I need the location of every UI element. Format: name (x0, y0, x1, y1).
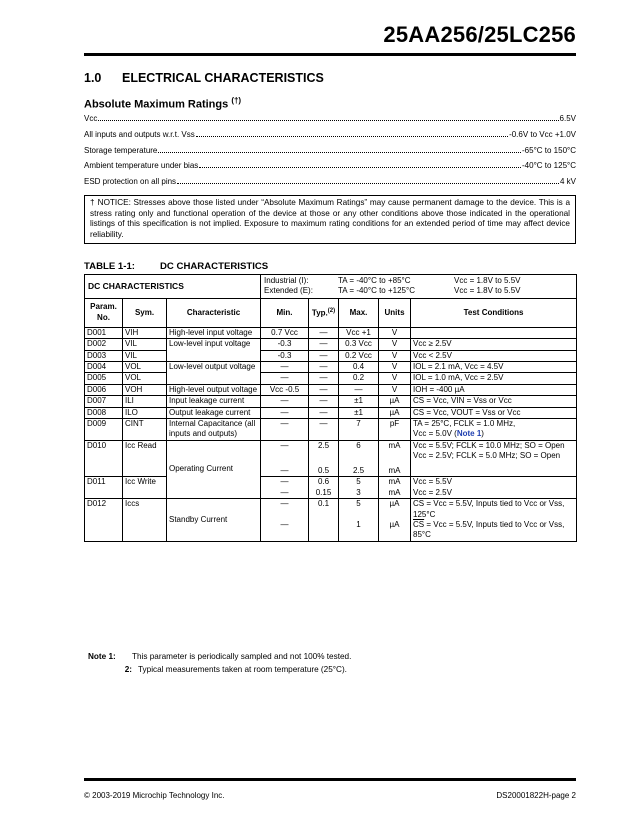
param-no: D003 (85, 350, 123, 361)
max-b: 2.5 (352, 465, 365, 475)
max-value: ±1 (339, 407, 379, 418)
max-b: 3 (356, 487, 361, 497)
min-a: — (280, 499, 289, 509)
table-row (85, 350, 577, 361)
typ-value: — (309, 327, 339, 338)
symbol: Icc Read (123, 440, 167, 476)
max-a: 5 (356, 477, 361, 487)
condition-temp: TA = -40°C to +85°C (338, 276, 411, 285)
symbol: ILI (123, 396, 167, 407)
min-value (261, 499, 309, 542)
rating-row (84, 130, 576, 146)
test-condition-b: Vcc = 2.5V (413, 487, 452, 497)
units: V (379, 339, 411, 350)
typ-value: — (309, 373, 339, 384)
param-no: D005 (85, 373, 123, 384)
characteristic: Low-level output voltage (167, 362, 261, 385)
rating-label: All inputs and outputs w.r.t. Vss (84, 129, 195, 139)
symbol: CINT (123, 419, 167, 441)
min-a: — (280, 440, 289, 450)
units: V (379, 373, 411, 384)
min-value: -0.3 (261, 350, 309, 361)
table-row (85, 327, 577, 338)
table-row (85, 407, 577, 418)
min-value: — (261, 419, 309, 441)
units-b: mA (388, 465, 401, 475)
table-number: TABLE 1-1: (84, 261, 135, 272)
param-no: D001 (85, 327, 123, 338)
min-b: — (280, 520, 289, 530)
test-conditions (411, 327, 577, 338)
typ-b: 0.5 (317, 465, 330, 475)
leader-dots (158, 152, 521, 153)
col-typ-label: Typ. (311, 308, 328, 318)
table-title: DC CHARACTERISTICS (160, 261, 269, 272)
test-conditions (411, 499, 577, 542)
min-value: 0.7 Vcc (261, 327, 309, 338)
test-conditions: Vcc < 2.5V (411, 350, 577, 361)
note-label: Note (88, 652, 107, 661)
leader-dots (177, 183, 559, 184)
typ-value (309, 499, 339, 542)
rating-row (84, 114, 576, 130)
section-number: 1.0 (84, 71, 102, 85)
min-a: — (280, 477, 289, 487)
min-value: — (261, 373, 309, 384)
test-condition-a (413, 499, 574, 520)
col-sym: Sym. (123, 298, 167, 327)
dagger-mark: (†) (231, 96, 242, 105)
leader-dots (199, 167, 521, 168)
typ-value: — (309, 339, 339, 350)
typ-value: — (309, 396, 339, 407)
condition-vcc: Vcc = 1.8V to 5.5V (454, 286, 521, 296)
test-conditions: IOL = 2.1 mA, Vcc = 4.5V (411, 362, 577, 373)
leader-dots (98, 120, 558, 121)
rating-row (84, 161, 576, 177)
rating-label: ESD protection on all pins (84, 177, 177, 187)
param-no: D011 (85, 477, 123, 499)
section-title: ELECTRICAL CHARACTERISTICS (122, 71, 324, 85)
units-a: mA (388, 477, 401, 487)
rating-value: -40°C to 125°C (522, 161, 576, 171)
section-heading (84, 71, 324, 85)
typ-value: — (309, 350, 339, 361)
symbol: VIL (123, 339, 167, 350)
param-no: D012 (85, 499, 123, 542)
symbol: Icc Write (123, 477, 167, 499)
test-conditions (411, 440, 577, 476)
header-rule (84, 53, 576, 56)
max-value: 7 (339, 419, 379, 441)
min-value (261, 477, 309, 499)
test-condition-b (413, 520, 574, 541)
characteristic: Operating Current (167, 440, 261, 498)
condition-line (264, 286, 573, 296)
characteristic: Standby Current (167, 499, 261, 542)
condition-line (264, 276, 573, 286)
note-number: 2: (124, 665, 132, 674)
table-row (85, 373, 577, 384)
typ-a: 2.5 (317, 440, 330, 450)
units: µA (379, 407, 411, 418)
test-conditions: Vcc ≥ 2.5V (411, 339, 577, 350)
units: V (379, 362, 411, 373)
symbol: VOH (123, 384, 167, 395)
max-value (339, 440, 379, 476)
typ-value (309, 477, 339, 499)
table-row (85, 396, 577, 407)
units: V (379, 327, 411, 338)
note-key (88, 650, 132, 663)
param-no: D006 (85, 384, 123, 395)
max-value (339, 499, 379, 542)
test-condition-text: ) (481, 429, 484, 439)
min-value: — (261, 362, 309, 373)
min-b: — (280, 465, 289, 475)
col-characteristic: Characteristic (167, 298, 261, 327)
rating-label: Vcc (84, 114, 98, 123)
operating-conditions (261, 275, 577, 299)
units: pF (379, 419, 411, 441)
typ-value: — (309, 419, 339, 441)
col-min: Min. (261, 298, 309, 327)
max-value (339, 477, 379, 499)
symbol: VIH (123, 327, 167, 338)
table-caption (84, 261, 268, 272)
min-value: Vcc -0.5 (261, 384, 309, 395)
test-condition-line (413, 429, 574, 439)
rating-value: 6.5V (559, 114, 576, 123)
max-value: 0.4 (339, 362, 379, 373)
symbol: Iccs (123, 499, 167, 542)
max-value: 0.2 Vcc (339, 350, 379, 361)
test-conditions (411, 407, 577, 418)
units-b: mA (388, 487, 401, 497)
note-row (88, 663, 351, 676)
cs-signal: $\overline{CS}$ (413, 519, 425, 529)
min-value: — (261, 407, 309, 418)
min-value (261, 440, 309, 476)
rating-row (84, 177, 576, 193)
note-text: Typical measurements taken at room temperature (25°C). (138, 665, 347, 674)
max-a: 6 (356, 440, 361, 450)
test-conditions (411, 419, 577, 441)
note-number: 1: (108, 652, 116, 661)
dc-characteristics-table (84, 274, 577, 542)
max-value: 0.3 Vcc (339, 339, 379, 350)
document-title: 25AA256/25LC256 (383, 22, 576, 47)
symbol: VOL (123, 373, 167, 384)
symbol: VOL (123, 362, 167, 373)
leader-dots (196, 136, 508, 137)
typ-a: 0.6 (317, 477, 330, 487)
units: V (379, 350, 411, 361)
typ-value (309, 440, 339, 476)
min-value: -0.3 (261, 339, 309, 350)
cs-signal: $\overline{CS}$ (413, 396, 425, 406)
col-param: Param. No. (85, 298, 123, 327)
note-ref: (2) (327, 308, 336, 315)
footer-copyright: © 2003-2019 Microchip Technology Inc. (84, 791, 225, 800)
test-condition-a: Vcc = 5.5V (413, 477, 452, 487)
table-row (85, 362, 577, 373)
condition-vcc: Vcc = 1.8V to 5.5V (454, 276, 521, 285)
condition-range: Industrial (I): (264, 276, 309, 285)
rating-value: -65°C to 150°C (522, 145, 576, 155)
max-value: Vcc +1 (339, 327, 379, 338)
characteristic: High-level input voltage (167, 327, 261, 338)
test-condition-text: = Vcc, VOUT = Vss or Vcc (424, 407, 521, 417)
col-max: Max. (339, 298, 379, 327)
characteristic: Input leakage current (167, 396, 261, 407)
max-value: ±1 (339, 396, 379, 407)
min-value: — (261, 396, 309, 407)
table-row (85, 419, 577, 441)
abs-max-title: Absolute Maximum Ratings (84, 98, 229, 111)
rating-value: -0.6V to Vcc +1.0V (509, 129, 576, 139)
symbol: VIL (123, 350, 167, 361)
cs-signal: $\overline{CS}$ (413, 407, 425, 417)
rating-value: 4 kV (559, 177, 576, 187)
table-header-title: DC CHARACTERISTICS (85, 275, 261, 299)
param-no: D008 (85, 407, 123, 418)
test-conditions: IOL = 1.0 mA, Vcc = 2.5V (411, 373, 577, 384)
test-condition-line: TA = 25°C, FCLK = 1.0 MHz, (413, 419, 516, 429)
table-row (85, 384, 577, 395)
units (379, 440, 411, 476)
abs-max-list (84, 114, 576, 193)
typ-a: 0.1 (317, 499, 330, 509)
cs-signal: $\overline{CS}$ (413, 499, 425, 509)
units-a: mA (388, 440, 401, 450)
param-no: D009 (85, 419, 123, 441)
col-units: Units (379, 298, 411, 327)
param-no: D010 (85, 440, 123, 476)
test-condition-text: Vcc = 5.0V ( (413, 429, 457, 439)
max-value: — (339, 384, 379, 395)
param-no: D007 (85, 396, 123, 407)
test-conditions: IOH = -400 µA (411, 384, 577, 395)
rating-row (84, 146, 576, 162)
condition-temp: TA = -40°C to +125°C (338, 286, 415, 296)
symbol: ILO (123, 407, 167, 418)
rating-label: Ambient temperature under bias (84, 161, 199, 171)
characteristic: High-level output voltage (167, 384, 261, 395)
max-value: 0.2 (339, 373, 379, 384)
typ-value: — (309, 407, 339, 418)
test-condition-text: = Vcc = 5.5V, Inputs tied to Vcc or Vss, 125°C (413, 499, 565, 519)
table-row (85, 477, 577, 499)
test-condition-a: Vcc = 5.5V; FCLK = 10.0 MHz; SO = Open (413, 440, 565, 450)
units-a: µA (389, 499, 400, 509)
table-row (85, 499, 577, 542)
table-row (85, 339, 577, 350)
table-condition-row (85, 275, 577, 299)
table-row (85, 440, 577, 476)
test-conditions (411, 396, 577, 407)
characteristic: Output leakage current (167, 407, 261, 418)
test-condition-text: = Vcc = 5.5V, Inputs tied to Vcc or Vss, 85°C (413, 519, 565, 540)
min-b: — (280, 487, 289, 497)
units: V (379, 384, 411, 395)
characteristic: Low-level input voltage (167, 339, 261, 362)
rating-label: Storage temperature (84, 145, 158, 155)
footer-rule (84, 778, 576, 781)
typ-value: — (309, 362, 339, 373)
note-row (88, 650, 351, 663)
units (379, 477, 411, 499)
note-1-link[interactable]: Note 1 (456, 429, 482, 439)
table-notes (88, 650, 351, 676)
condition-range: Extended (E): (264, 286, 313, 296)
footer-page-number: DS20001822H-page 2 (496, 791, 576, 800)
col-test-conditions: Test Conditions (411, 298, 577, 327)
column-header-row (85, 298, 577, 327)
test-condition-b: Vcc = 2.5V; FCLK = 5.0 MHz; SO = Open (413, 451, 561, 461)
units (379, 499, 411, 542)
units: µA (379, 396, 411, 407)
max-b: 1 (356, 520, 361, 530)
note-text: This parameter is periodically sampled and not 100% tested. (132, 652, 352, 661)
units-b: µA (389, 520, 400, 530)
typ-value: — (309, 384, 339, 395)
col-typ (309, 298, 339, 327)
test-condition-text: = Vcc, VIN = Vss or Vcc (424, 396, 512, 406)
abs-max-heading (84, 96, 241, 111)
stress-notice: † NOTICE: Stresses above those listed under “Absolute Maximum Ratings” may cause permanent damage to the device. This is a stress rating only and functional operation of the device at those or any other conditions above those indicated in the operational listings of this specification is not implied. Exposure to maximum rating conditions for an extended period of time may affect device reliability. (84, 195, 576, 244)
max-a: 5 (356, 499, 361, 509)
param-no: D004 (85, 362, 123, 373)
typ-b: 0.15 (315, 487, 332, 497)
test-conditions (411, 477, 577, 499)
characteristic: Internal Capacitance (all inputs and outputs) (167, 419, 261, 441)
param-no: D002 (85, 339, 123, 350)
